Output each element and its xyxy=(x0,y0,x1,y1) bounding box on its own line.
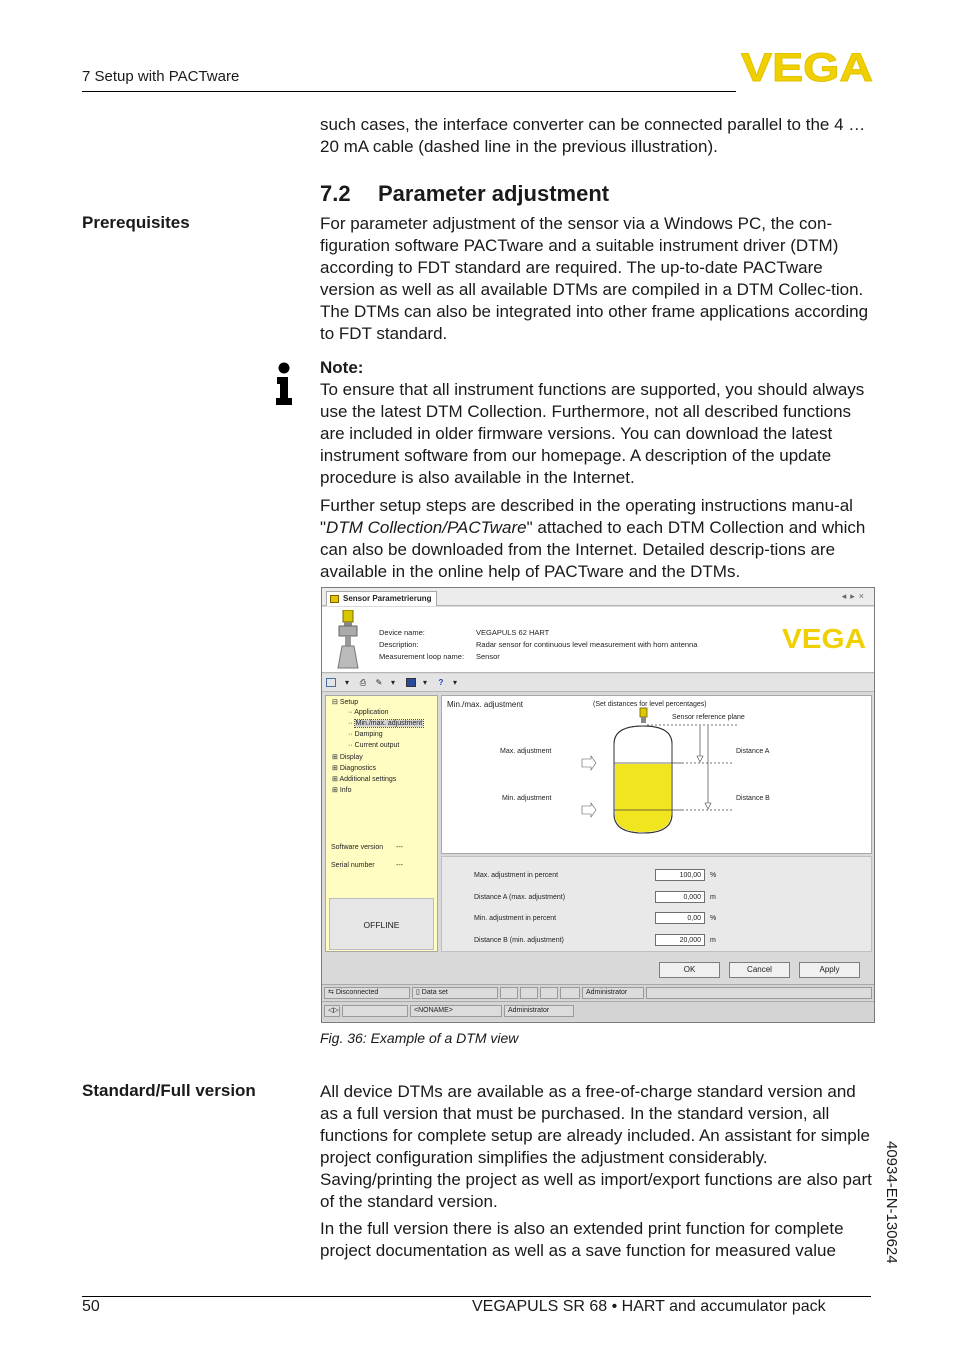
cancel-button[interactable]: Cancel xyxy=(729,962,790,978)
tree-item-diagnostics[interactable]: ⊞ Diagnostics xyxy=(332,765,376,772)
param-unit-distance-a: m xyxy=(710,894,716,901)
prerequisites-label: Prerequisites xyxy=(82,213,190,232)
footer-rule xyxy=(82,1296,871,1297)
device-name-value: VEGAPULS 62 HART xyxy=(476,628,550,637)
max-adjustment-label: Max. adjustment xyxy=(500,748,552,755)
tree-item-minmax[interactable]: ·· Min./max. adjustment xyxy=(348,720,423,727)
status-bar xyxy=(322,984,874,1000)
standard-full-label: Standard/Full version xyxy=(82,1081,256,1100)
window-controls[interactable]: ◂▸× xyxy=(841,591,868,601)
param-label-distance-a: Distance A (max. adjustment) xyxy=(474,894,566,901)
param-label-min-percent: Min. adjustment in percent xyxy=(474,915,557,922)
prerequisites-paragraph: For parameter adjustment of the sensor via a Windows PC, the con-figuration software PACTware and a suitable instrument driver (DTM) according to FDT standard are required. The up-to-date PACTware version as well as all available DTMs are compiled in a DTM Collec-tion. The DTMs can also be integrated into other frame applications according to FDT standard. xyxy=(320,214,869,343)
section-title: Parameter adjustment xyxy=(378,181,610,206)
status-blank-4 xyxy=(560,987,580,999)
distance-a-label: Distance A xyxy=(736,748,770,755)
tree-item-info[interactable]: ⊞ Info xyxy=(332,787,352,794)
vega-brand-logo xyxy=(782,625,866,651)
further-text-italic: DTM Collection/PACTware xyxy=(326,518,527,537)
device-name-label: Device name: xyxy=(379,628,425,637)
nav-arrows-icon[interactable]: ◁▷ xyxy=(324,1005,340,1017)
document-id: 40934-EN-130624 xyxy=(883,1141,900,1264)
vega-logo xyxy=(741,50,873,84)
loop-name-value: Sensor xyxy=(476,652,500,661)
further-setup-paragraph xyxy=(320,495,875,583)
section-heading xyxy=(320,181,609,207)
full-version-paragraph: In the full version there is also an extended print function for complete project documentation as well as a save function for measured value xyxy=(320,1219,844,1260)
svg-text:VEGA: VEGA xyxy=(782,625,866,651)
footer-product: VEGAPULS SR 68 • HART and accumulator pack xyxy=(472,1298,826,1315)
tab-bar xyxy=(322,588,874,606)
standard-version-paragraph: All device DTMs are available as a free-of-charge standard version and as a full version that must be purchased. In the standard version, all functions for complete setup are already included. An assistant for simple project configuration simplifies the adjustment considerably. Saving/printing the project as well as import/export functions are also part of the standard version. xyxy=(320,1082,872,1211)
dropdown-icon-4[interactable]: ▾ xyxy=(452,678,457,687)
note-paragraph: To ensure that all instrument functions are supported, you should always use the latest DTM Collection. Furthermore, not all described functions are included in older firmware versions. You can download the latest instrument software from our homepage. A description of the update procedure is also available in the Internet. xyxy=(320,380,865,487)
status-blank-2 xyxy=(520,987,538,999)
figure-caption: Fig. 36: Example of a DTM view xyxy=(320,1030,519,1046)
param-label-distance-b: Distance B (min. adjustment) xyxy=(474,937,564,944)
user-status: Administrator xyxy=(582,987,644,999)
tank-diagram xyxy=(442,696,871,853)
language-flag-icon[interactable] xyxy=(406,678,416,687)
project-bar xyxy=(322,1001,874,1021)
panel-title: Min./max. adjustment xyxy=(447,700,524,709)
param-unit-max-percent: % xyxy=(710,872,717,879)
distance-a-input[interactable]: 0,000 xyxy=(655,891,705,903)
apply-button[interactable]: Apply xyxy=(799,962,860,978)
tree-item-additional-settings[interactable]: ⊞ Additional settings xyxy=(332,776,397,783)
dtm-window-screenshot xyxy=(321,587,875,1023)
distance-b-label: Distance B xyxy=(736,795,770,802)
parameter-inputs xyxy=(441,856,872,952)
toolbar xyxy=(322,674,874,692)
dropdown-icon-3[interactable]: ▾ xyxy=(422,678,427,687)
tree-item-application[interactable]: ·· Application xyxy=(348,709,389,716)
project-user: Administrator xyxy=(504,1005,574,1017)
note-title: Note: xyxy=(320,358,364,377)
navigation-tree xyxy=(325,695,438,952)
sensor-reference-plane-label: Sensor reference plane xyxy=(672,714,745,721)
status-blank-5 xyxy=(646,987,872,999)
header-rule xyxy=(82,91,736,92)
intro-paragraph: such cases, the interface converter can be connected parallel to the 4 … 20 mA cable (dashed line in the previous illustration). xyxy=(320,115,866,156)
further-text-after: " attached to each DTM Collection and which can also be downloaded from the Internet. Detailed descrip-tions are available in the online help of PACTware and the DTMs. xyxy=(320,518,866,581)
distance-b-input[interactable]: 20,000 xyxy=(655,934,705,946)
adjustment-panel xyxy=(441,695,872,854)
tree-item-setup[interactable]: ⊟ Setup xyxy=(332,699,359,706)
running-header: 7 Setup with PACTware xyxy=(82,68,240,85)
dropdown-icon-2[interactable]: ▾ xyxy=(390,678,395,687)
panel-hint: (Set distances for level percentages) xyxy=(593,701,707,708)
status-blank-3 xyxy=(540,987,558,999)
tree-item-display[interactable]: ⊞ Display xyxy=(332,754,363,761)
sensor-tab-icon xyxy=(330,595,339,603)
project-icon xyxy=(342,1005,408,1017)
device-header xyxy=(322,607,874,673)
param-unit-min-percent: % xyxy=(710,915,717,922)
further-text-before: Further setup steps are described in the operating instructions manu-al " xyxy=(320,496,853,537)
description-label: Description: xyxy=(379,640,419,649)
page-number: 50 xyxy=(82,1298,100,1315)
dataset-status: ▯ Data set xyxy=(412,987,498,999)
param-label-max-percent: Max. adjustment in percent xyxy=(474,872,559,879)
project-name: <NONAME> xyxy=(410,1005,502,1017)
offline-status: OFFLINE xyxy=(329,898,434,950)
loop-name-label: Measurement loop name: xyxy=(379,652,465,661)
description-value: Radar sensor for continuous level measurement with horn antenna xyxy=(476,640,698,649)
min-adjustment-label: Min. adjustment xyxy=(502,795,552,802)
help-icon[interactable]: ? xyxy=(438,678,444,687)
print-icon[interactable]: ⎙ xyxy=(359,678,367,687)
min-percent-input[interactable]: 0,00 xyxy=(655,912,705,924)
ok-button[interactable]: OK xyxy=(659,962,720,978)
svg-text:VEGA: VEGA xyxy=(741,50,873,84)
view-icon[interactable] xyxy=(326,678,336,687)
serial-number-value: --- xyxy=(396,862,403,869)
status-blank-1 xyxy=(500,987,518,999)
sensor-device-icon xyxy=(334,610,360,670)
section-number: 7.2 xyxy=(320,181,351,206)
connection-status: ⇆ Disconnected xyxy=(324,987,410,999)
software-version-value: --- xyxy=(396,844,403,851)
software-version-label: Software version xyxy=(331,844,384,851)
param-unit-distance-b: m xyxy=(710,937,716,944)
serial-number-label: Serial number xyxy=(331,862,375,869)
dropdown-icon[interactable]: ▾ xyxy=(344,678,349,687)
tools-icon[interactable]: ✎ xyxy=(375,678,383,687)
tab-sensor-parametrierung[interactable]: Sensor Parametrierung xyxy=(326,591,437,606)
max-percent-input[interactable]: 100,00 xyxy=(655,869,705,881)
info-icon xyxy=(272,362,296,406)
tree-item-damping[interactable]: ·· Damping xyxy=(348,731,383,738)
tree-item-current-output[interactable]: ·· Current output xyxy=(348,742,400,749)
